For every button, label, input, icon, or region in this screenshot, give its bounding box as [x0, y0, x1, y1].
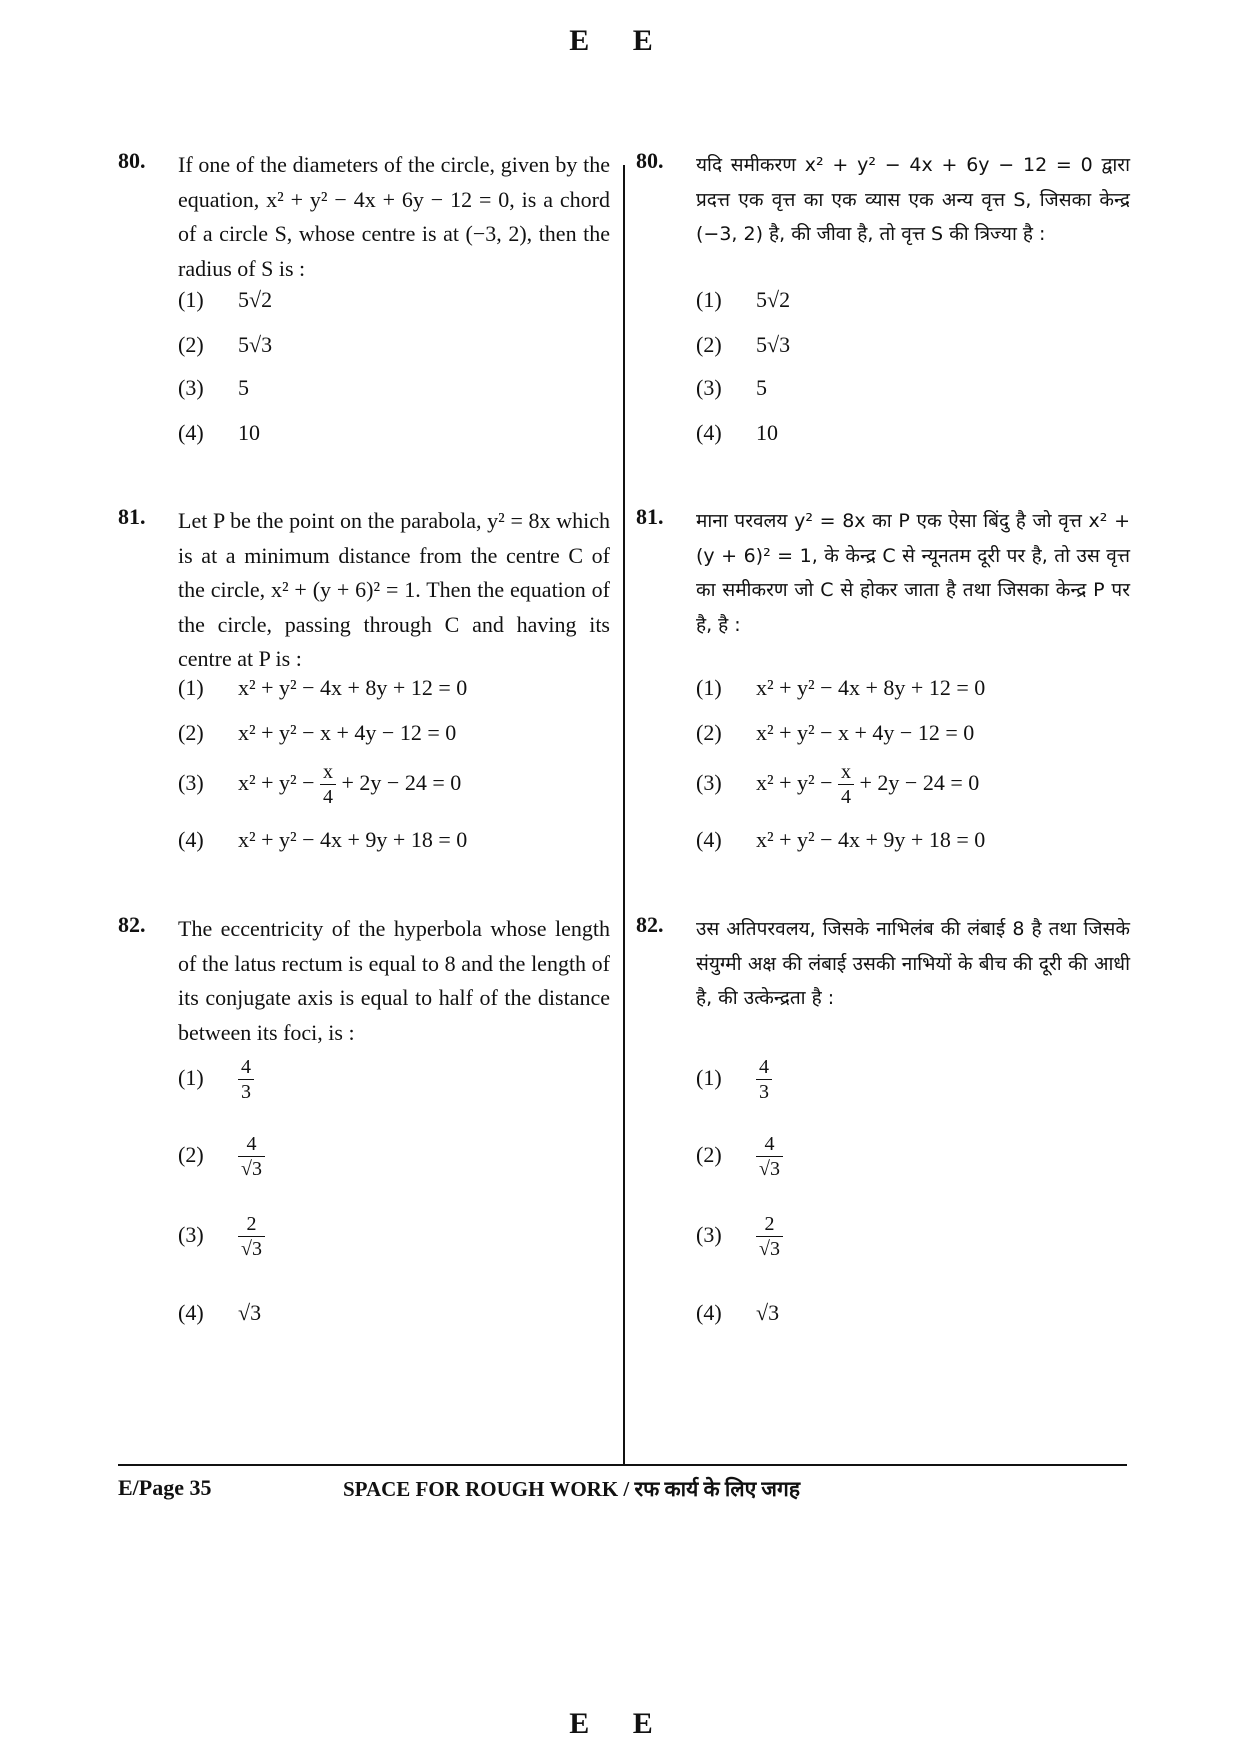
question-number: 82. [118, 912, 146, 937]
option-82-3-en: (3) $\frac{2}{√3}$ [178, 1212, 265, 1261]
question-text: Let P be the point on the parabola, y² = 8x which is at a minimum distance from the centre C of the circle, x² + (y + 6)² = 1. Then the equation of the circle, passing through C and having its centre at P is : [178, 508, 610, 671]
option-80-3-hi: (3) 5 [696, 375, 767, 400]
question-number: 81. [118, 504, 146, 529]
option-80-1-en: (1) 5√2 [178, 287, 273, 312]
question-number: 81. [636, 504, 664, 529]
option-82-3-hi: (3) $\frac{2}{√3}$ [696, 1212, 783, 1261]
question-text: माना परवलय y² = 8x का P एक ऐसा बिंदु है जो वृत्त x² + (y + 6)² = 1, के केन्द्र C से न्यूनतम दूरी पर है, तो उस वृत्त का समीकरण जो C से होकर जाता है तथा जिसका केन्द्र P पर है, है : [696, 510, 1130, 636]
option-80-2-hi: (2) 5√3 [696, 332, 791, 357]
option-81-2-hi: (2) x² + y² − x + 4y − 12 = 0 [696, 720, 975, 745]
rough-work-label: SPACE FOR ROUGH WORK / रफ कार्य के लिए जगह [343, 1477, 800, 1501]
option-81-1-hi: (1) x² + y² − 4x + 8y + 12 = 0 [696, 675, 986, 700]
option-80-4-en: (4) 10 [178, 420, 260, 445]
question-text: यदि समीकरण x² + y² − 4x + 6y − 12 = 0 द्वारा प्रदत्त एक वृत्त का एक व्यास एक अन्य वृत्त S, जिसका केन्द्र (−3, 2) है, की जीवा है, तो वृत्त S की त्रिज्या है : [696, 154, 1130, 245]
question-text: The eccentricity of the hyperbola whose length of the latus rectum is equal to 8 and the length of its conjugate axis is equal to half of the distance between its foci, is : [178, 916, 610, 1045]
option-82-2-en: (2) $\frac{4}{√3}$ [178, 1132, 265, 1181]
option-82-1-hi: (1) $\frac{4}{3}$ [696, 1055, 772, 1104]
footer-rule [118, 1464, 1127, 1466]
question-text: If one of the diameters of the circle, given by the equation, x² + y² − 4x + 6y − 12 = 0, is a chord of a circle S, whose centre is at (−3, 2), then the radius of S is : [178, 152, 610, 281]
question-text: उस अतिपरवलय, जिसके नाभिलंब की लंबाई 8 है तथा जिसके संयुग्मी अक्ष की लंबाई उसकी नाभियों के बीच की दूरी की आधी है, की उत्केन्द्रता है : [696, 918, 1130, 1009]
option-82-4-en: (4) √3 [178, 1300, 262, 1325]
question-number: 80. [118, 148, 146, 173]
option-81-4-hi: (4) x² + y² − 4x + 9y + 18 = 0 [696, 827, 986, 852]
option-81-1-en: (1) x² + y² − 4x + 8y + 12 = 0 [178, 675, 468, 700]
option-80-2-en: (2) 5√3 [178, 332, 273, 357]
option-81-3-en: (3) x² + y² − $\frac{x}{4}$ + 2y − 24 = 0 [178, 761, 462, 808]
option-82-1-en: (1) $\frac{4}{3}$ [178, 1055, 254, 1104]
option-81-2-en: (2) x² + y² − x + 4y − 12 = 0 [178, 720, 457, 745]
option-80-1-hi: (1) 5√2 [696, 287, 791, 312]
question-number: 80. [636, 148, 664, 173]
option-81-4-en: (4) x² + y² − 4x + 9y + 18 = 0 [178, 827, 468, 852]
column-divider [623, 165, 625, 1465]
option-80-4-hi: (4) 10 [696, 420, 778, 445]
paper-code-footer: E E [569, 1707, 671, 1740]
option-81-3-hi: (3) x² + y² − $\frac{x}{4}$ + 2y − 24 = 0 [696, 761, 980, 808]
option-82-2-hi: (2) $\frac{4}{√3}$ [696, 1132, 783, 1181]
question-number: 82. [636, 912, 664, 937]
paper-code-header: E E [569, 24, 671, 57]
option-82-4-hi: (4) √3 [696, 1300, 780, 1325]
page-number: E/Page 35 [118, 1475, 212, 1500]
option-80-3-en: (3) 5 [178, 375, 249, 400]
